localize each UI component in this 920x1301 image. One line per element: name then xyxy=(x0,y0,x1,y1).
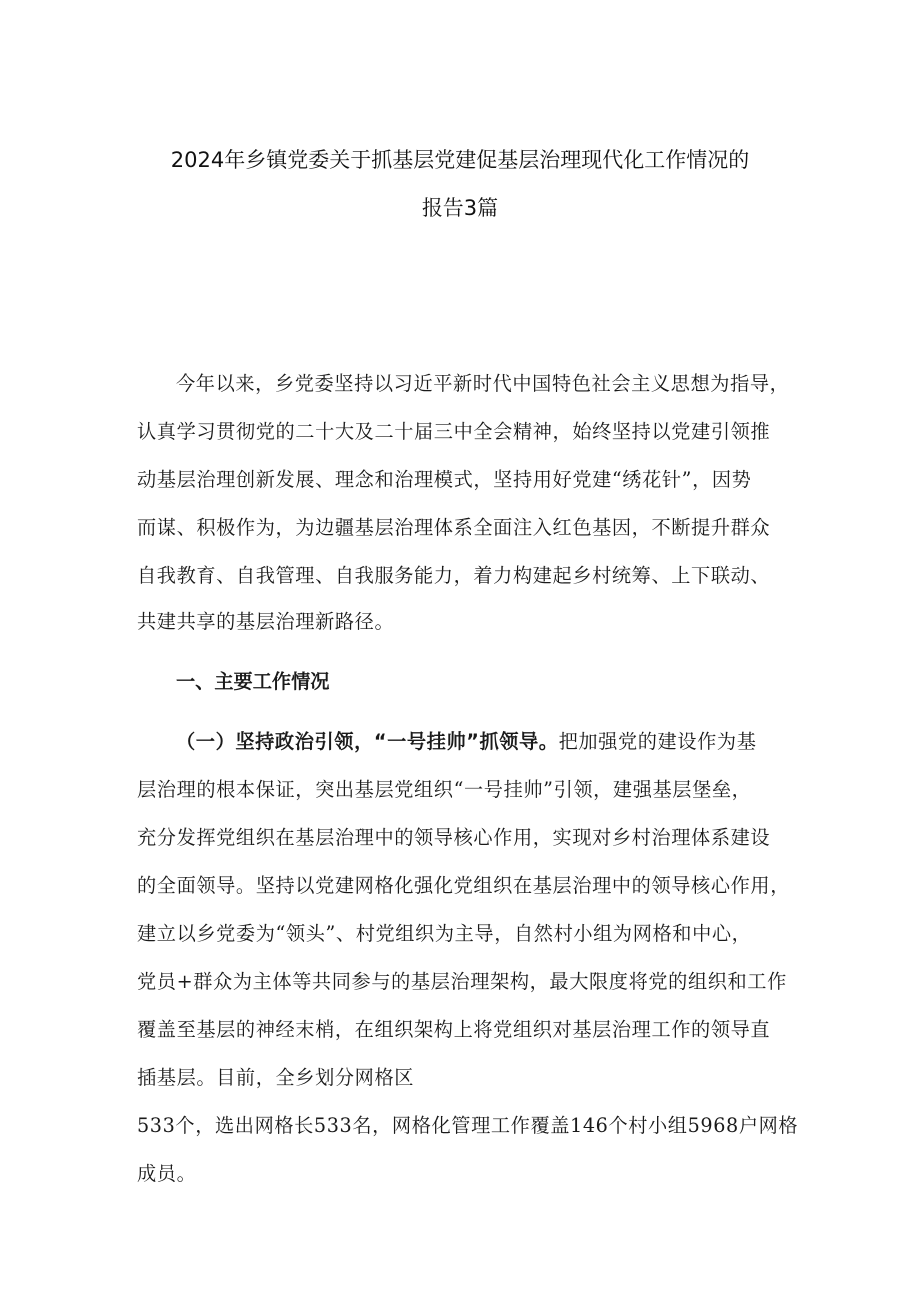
subsection-first-rest: 把加强党的建设作为基 xyxy=(558,730,757,753)
body-line: 建立以乡党委为“领头”、村党组织为主导，自然村小组为网格和中心， xyxy=(137,922,752,945)
body-line: 层治理的根本保证，突出基层党组织“一号挂帅”引领，建强基层堡垒， xyxy=(137,778,752,801)
body-line: 充分发挥党组织在基层治理中的领导核心作用，实现对乡村治理体系建设 xyxy=(137,826,771,849)
document-title-line-1: 2024年乡镇党委关于抓基层党建促基层治理现代化工作情况的 xyxy=(170,148,750,172)
body-line: 成员。 xyxy=(137,1162,197,1185)
section-heading: 一、主要工作情况 xyxy=(176,670,330,693)
subsection-first-line xyxy=(176,730,826,754)
intro-line: 今年以来，乡党委坚持以习近平新时代中国特色社会主义思想为指导， xyxy=(176,372,790,395)
body-line: 的全面领导。坚持以党建网格化强化党组织在基层治理中的领导核心作用， xyxy=(137,874,790,897)
body-line: 党员+群众为主体等共同参与的基层治理架构，最大限度将党的组织和工作 xyxy=(137,970,787,993)
intro-line: 认真学习贯彻党的二十大及二十届三中全会精神，始终坚持以党建引领推 xyxy=(137,420,771,443)
intro-line: 而谋、积极作为，为边疆基层治理体系全面注入红色基因，不断提升群众 xyxy=(137,516,771,539)
body-line: 插基层。目前，全乡划分网格区 xyxy=(137,1066,415,1089)
intro-line: 自我教育、自我管理、自我服务能力，着力构建起乡村统筹、上下联动、 xyxy=(137,564,771,587)
body-line: 533个，选出网格长533名，网格化管理工作覆盖146个村小组5968户网格 xyxy=(137,1114,799,1137)
intro-line: 共建共享的基层治理新路径。 xyxy=(137,610,395,633)
subsection-lead: （一）坚持政治引领，“一号挂帅”抓领导。 xyxy=(176,730,559,753)
body-line: 覆盖至基层的神经末梢，在组织架构上将党组织对基层治理工作的领导直 xyxy=(137,1018,771,1041)
intro-line: 动基层治理创新发展、理念和治理模式，坚持用好党建“绣花针”，因势 xyxy=(137,468,752,491)
document-title-line-2: 报告3篇 xyxy=(421,196,499,220)
